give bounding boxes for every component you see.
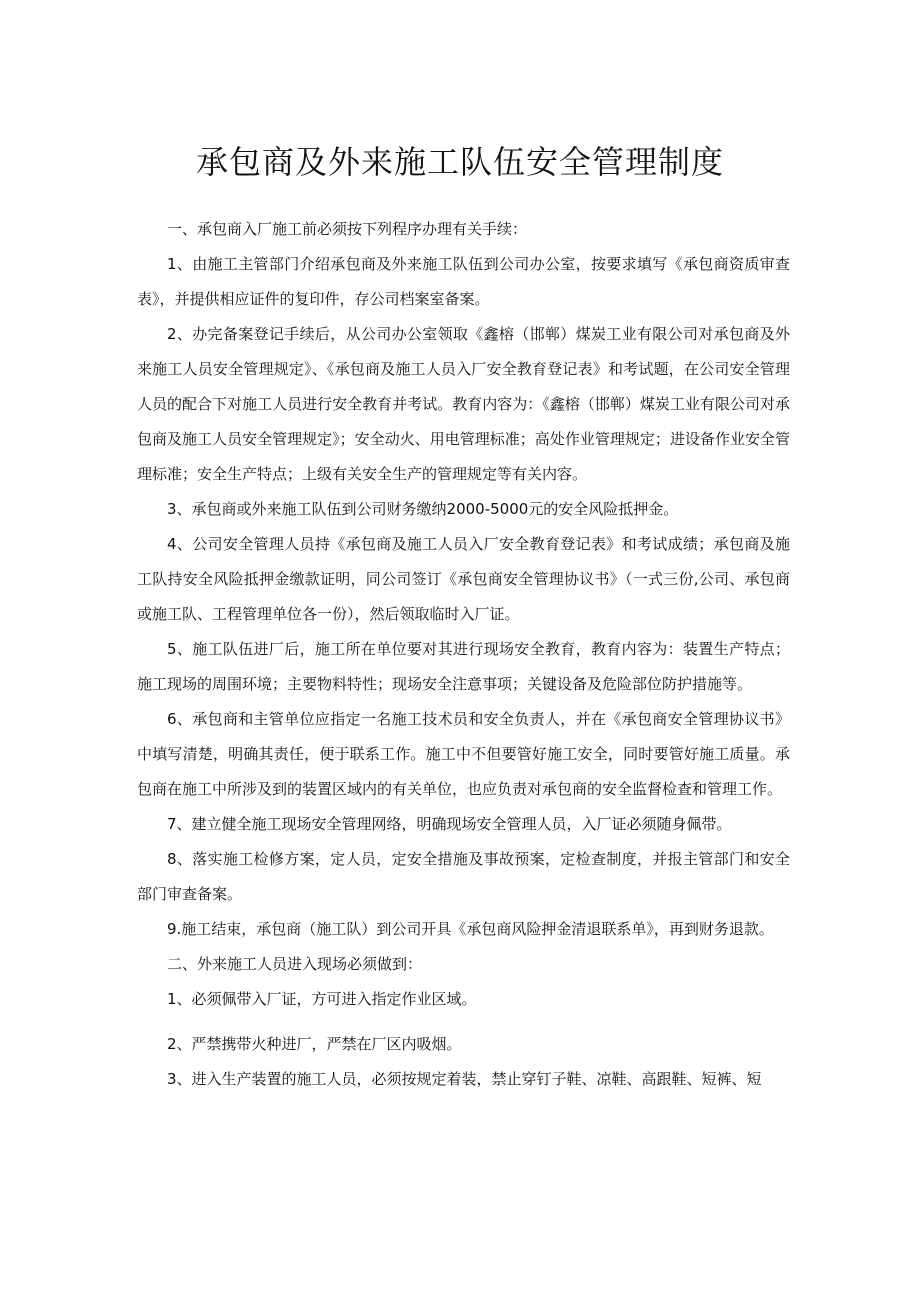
paragraph-item-1: 1、由施工主管部门介绍承包商及外来施工队伍到公司办公室，按要求填写《承包商资质审查表》，并提供相应证件的复印件，存公司档案室备案。 bbox=[137, 255, 790, 308]
paragraph-item-2-2: 2、严禁携带火种进厂，严禁在厂区内吸烟。 bbox=[167, 1035, 462, 1053]
document-body bbox=[137, 212, 790, 1097]
paragraph-item-4: 4、公司安全管理人员持《承包商及施工人员入厂安全教育登记表》和考试成绩；承包商及施工队持安全风险抵押金缴款证明，同公司签订《承包商安全管理协议书》（一式三份,公司、承包商或施工队、工程管理单位各一份），然后领取临时入厂证。 bbox=[137, 535, 790, 623]
paragraph-item-7: 7、建立健全施工现场安全管理网络，明确现场安全管理人员，入厂证必须随身佩带。 bbox=[167, 815, 732, 833]
section-heading-2: 二、外来施工人员进入现场必须做到： bbox=[167, 955, 423, 973]
paragraph-item-3: 3、承包商或外来施工队伍到公司财务缴纳2000-5000元的安全风险抵押金。 bbox=[167, 500, 679, 518]
paragraph-item-5: 5、施工队伍进厂后，施工所在单位要对其进行现场安全教育，教育内容为：装置生产特点；施工现场的周围环境；主要物料特性；现场安全注意事项；关键设备及危险部位防护措施等。 bbox=[137, 640, 790, 693]
paragraph-item-9: 9.施工结束，承包商（施工队）到公司开具《承包商风险押金清退联系单》，再到财务退款。 bbox=[167, 920, 774, 938]
paragraph-item-2-1: 1、必须佩带入厂证，方可进入指定作业区域。 bbox=[167, 990, 477, 1008]
paragraph-item-2-3: 3、进入生产装置的施工人员，必须按规定着装，禁止穿钉子鞋、凉鞋、高跟鞋、短裤、短 bbox=[167, 1070, 762, 1088]
document-title: 承包商及外来施工队伍安全管理制度 bbox=[195, 143, 724, 181]
paragraph-item-8: 8、落实施工检修方案，定人员，定安全措施及事故预案，定检查制度，并报主管部门和安全部门审查备案。 bbox=[137, 850, 790, 903]
section-heading-1: 一、承包商入厂施工前必须按下列程序办理有关手续： bbox=[167, 220, 528, 238]
paragraph-item-2: 2、办完备案登记手续后，从公司办公室领取《鑫榕（邯郸）煤炭工业有限公司对承包商及外来施工人员安全管理规定》、《承包商及施工人员入厂安全教育登记表》和考试题，在公司安全管理人员的配合下对施工人员进行安全教育并考试。教育内容为：《鑫榕（邯郸）煤炭工业有限公司对承包商及施工人员安全管理规定》；安全动火、用电管理标准；高处作业管理规定；进设备作业安全管理标准；安全生产特点；上级有关安全生产的管理规定等有关内容。 bbox=[137, 325, 790, 483]
paragraph-item-6: 6、承包商和主管单位应指定一名施工技术员和安全负责人，并在《承包商安全管理协议书》中填写清楚，明确其责任，便于联系工作。施工中不但要管好施工安全，同时要管好施工质量。承包商在施工中所涉及到的装置区域内的有关单位，也应负责对承包商的安全监督检查和管理工作。 bbox=[137, 710, 790, 798]
